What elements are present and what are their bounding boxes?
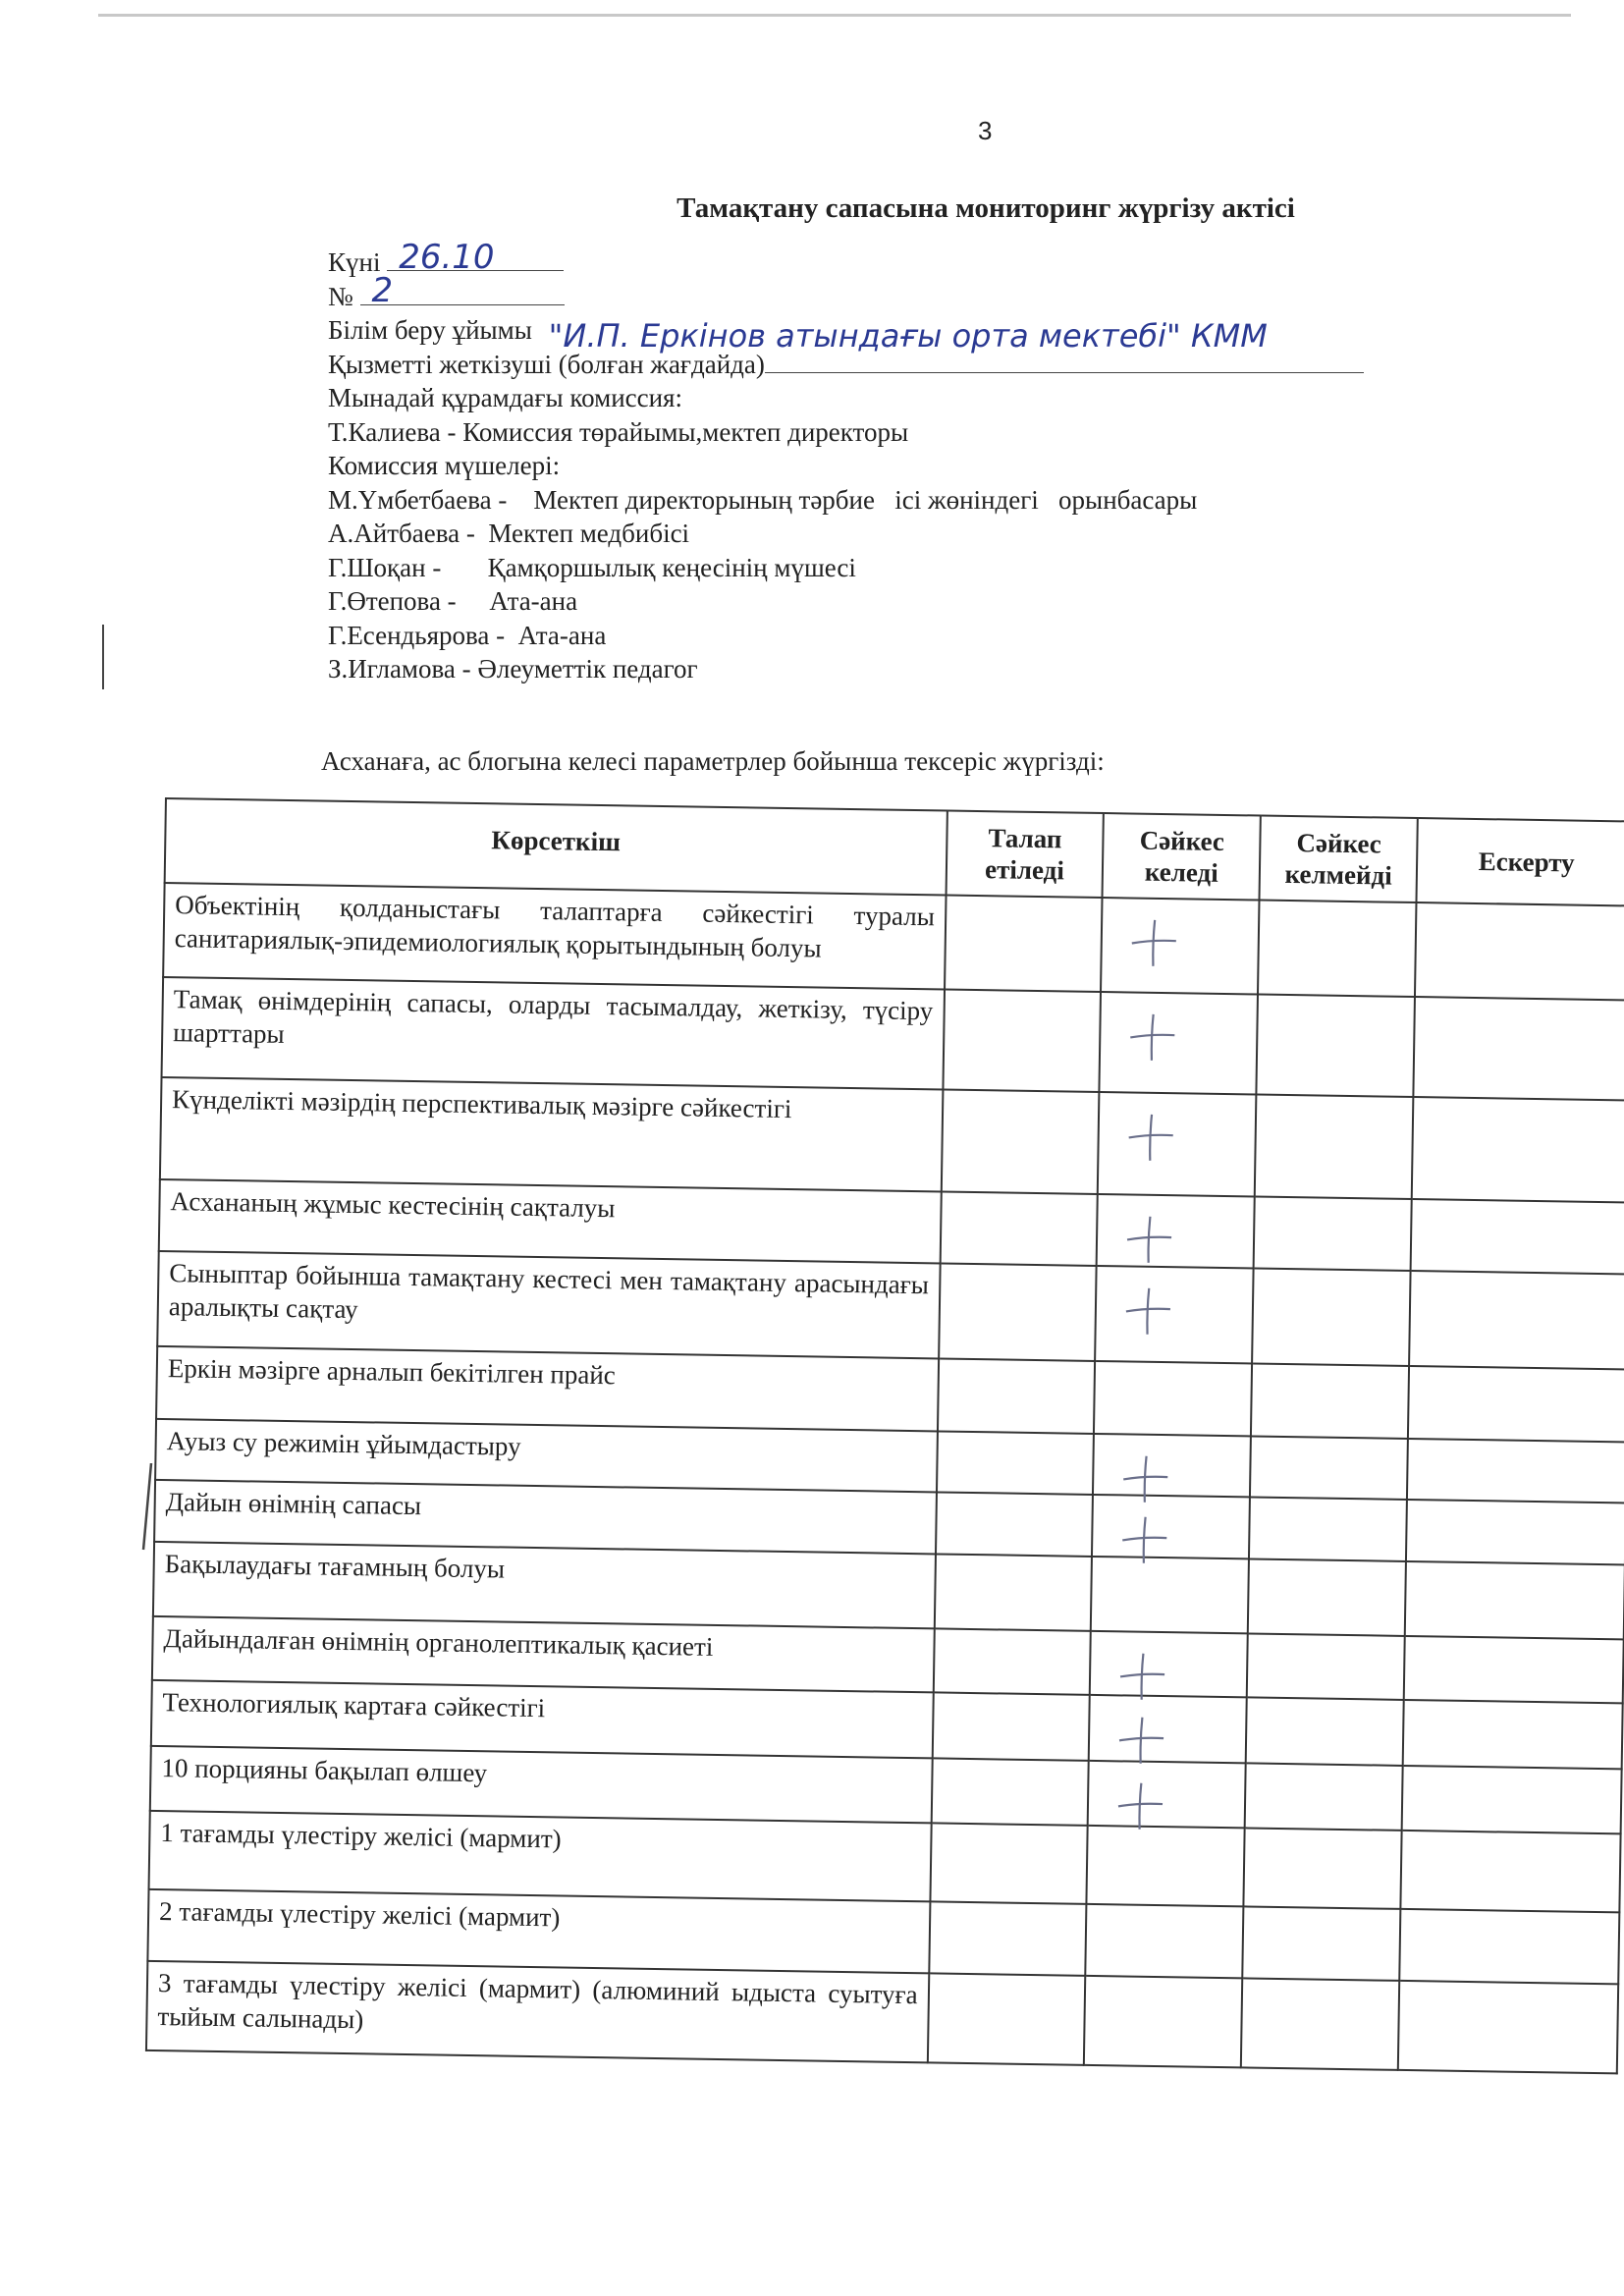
noncompliant-cell xyxy=(1258,901,1416,997)
note-cell xyxy=(1404,1636,1624,1703)
noncompliant-cell xyxy=(1243,1906,1401,1981)
plus-mark-icon xyxy=(1115,1714,1167,1766)
compliant-cell xyxy=(1096,1266,1254,1363)
number-line xyxy=(328,271,1364,314)
header-required: Талап етіледі xyxy=(946,811,1104,898)
date-line xyxy=(328,237,1364,280)
compliant-cell xyxy=(1094,1361,1252,1437)
note-cell xyxy=(1415,902,1624,1000)
header-note: Ескерту xyxy=(1417,818,1624,905)
required-cell xyxy=(936,1492,1094,1557)
inspection-intro: Асханаға, ас блогына келесі параметрлер бойынша тексеріс жүргізді: xyxy=(321,746,1105,776)
compliant-cell xyxy=(1089,1695,1247,1764)
compliant-cell xyxy=(1086,1904,1244,1979)
required-cell xyxy=(933,1628,1091,1695)
supplier-field xyxy=(765,349,1364,373)
required-cell xyxy=(934,1554,1092,1631)
note-cell xyxy=(1406,1500,1624,1564)
noncompliant-cell xyxy=(1251,1363,1409,1439)
plus-mark-icon xyxy=(1116,1650,1168,1702)
noncompliant-cell xyxy=(1255,1094,1414,1198)
noncompliant-cell xyxy=(1248,1558,1406,1636)
compliant-cell xyxy=(1084,1976,1242,2067)
required-cell xyxy=(930,1823,1088,1904)
required-cell xyxy=(940,1191,1098,1266)
header-fields xyxy=(328,237,1364,686)
note-cell xyxy=(1414,997,1624,1100)
commission-label: Мынадай құрамдағы комиссия: xyxy=(328,383,682,412)
noncompliant-cell xyxy=(1249,1497,1407,1561)
required-cell xyxy=(945,896,1103,992)
plus-mark-icon xyxy=(1123,1213,1175,1265)
compliant-cell xyxy=(1090,1631,1248,1698)
header-compliant: Сәйкес келеді xyxy=(1103,813,1261,901)
note-cell xyxy=(1409,1271,1624,1369)
required-cell xyxy=(941,1089,1099,1193)
required-cell xyxy=(943,989,1101,1091)
criterion-cell: Дайын өнімнің сапасы xyxy=(154,1480,937,1554)
required-cell xyxy=(929,1901,1087,1976)
inspection-table xyxy=(145,797,1624,2074)
supplier-label: Қызметті жеткізуші (болған жағдайда) xyxy=(328,349,765,379)
compliant-cell xyxy=(1091,1557,1249,1634)
org-line xyxy=(328,313,1364,355)
criterion-cell: Технологиялық картаға сәйкестігі xyxy=(151,1680,934,1758)
criterion-cell: 10 порцияны бақылап өлшеу xyxy=(150,1746,933,1823)
criterion-cell: Асхананың жұмыс кестесінің сақталуы xyxy=(159,1179,942,1263)
criterion-cell: Объектінің қолданыстағы талаптарға сәйкестігі туралы санитариялық-эпидемиологиялық қорытындының болуы xyxy=(163,883,946,989)
required-cell xyxy=(931,1758,1089,1826)
criterion-cell: 3 тағамды үлестіру желісі (мармит) (алюминий ыдыста суытуға тыйым салынады) xyxy=(146,1961,929,2062)
compliant-cell xyxy=(1088,1761,1246,1829)
plus-mark-icon xyxy=(1128,916,1180,968)
note-cell xyxy=(1399,1909,1619,1984)
page-number: 3 xyxy=(978,116,993,145)
note-cell xyxy=(1398,1981,1618,2073)
header-noncompliant: Сәйкес келмейді xyxy=(1260,816,1418,903)
criterion-cell: Еркін мәзірге арналып бекітілген прайс xyxy=(156,1346,939,1431)
plus-mark-icon xyxy=(1114,1779,1166,1831)
required-cell xyxy=(932,1692,1090,1761)
noncompliant-cell xyxy=(1246,1697,1404,1766)
member-3: Г.Шоқан - Қамқоршылық кеңесінің мүшесі xyxy=(328,552,856,582)
member-5: Г.Есендьярова - Ата-ана xyxy=(328,620,607,650)
note-cell xyxy=(1403,1700,1623,1769)
note-cell xyxy=(1402,1766,1622,1833)
noncompliant-cell xyxy=(1247,1633,1405,1700)
criterion-cell: Бақылаудағы тағамның болуы xyxy=(153,1542,936,1628)
date-label: Күні xyxy=(328,247,381,277)
noncompliant-cell xyxy=(1244,1828,1402,1909)
noncompliant-cell xyxy=(1241,1978,1399,2070)
date-value: 26.10 xyxy=(399,237,495,277)
note-cell xyxy=(1408,1366,1624,1442)
note-cell xyxy=(1412,1097,1624,1202)
note-cell xyxy=(1405,1561,1624,1639)
required-cell xyxy=(937,1431,1095,1495)
number-value: 2 xyxy=(371,271,394,310)
compliant-cell xyxy=(1100,992,1258,1094)
note-cell xyxy=(1407,1439,1624,1503)
compliant-cell xyxy=(1101,898,1259,994)
plus-mark-icon xyxy=(1126,1011,1178,1063)
plus-mark-icon xyxy=(1118,1513,1170,1565)
members-label: Комиссия мүшелері: xyxy=(328,451,561,480)
member-1: М.Үмбетбаева - Мектеп директорының тәрбие ісі жөніндегі орынбасары xyxy=(328,484,1198,515)
criterion-cell: Дайындалған өнімнің органолептикалық қасиеті xyxy=(152,1616,935,1692)
compliant-cell xyxy=(1097,1194,1255,1269)
member-4: Г.Өтепова - Ата-ана xyxy=(328,586,578,616)
number-field xyxy=(360,271,565,310)
commission-chair: Т.Калиева - Комиссия төрайымы,мектеп директоры xyxy=(328,416,909,447)
criterion-cell: Сыныптар бойынша тамақтану кестесі мен тамақтану арасындағы аралықты сақтау xyxy=(157,1251,940,1358)
noncompliant-cell xyxy=(1250,1436,1408,1500)
noncompliant-cell xyxy=(1252,1268,1410,1365)
table-body xyxy=(146,883,1624,2073)
header-criterion: Көрсеткіш xyxy=(165,798,947,895)
note-cell xyxy=(1401,1831,1621,1912)
scan-top-line xyxy=(98,14,1571,17)
noncompliant-cell xyxy=(1254,1196,1412,1271)
supplier-line xyxy=(328,348,1364,382)
required-cell xyxy=(928,1973,1086,2064)
noncompliant-cell xyxy=(1257,995,1415,1097)
plus-mark-icon xyxy=(1122,1285,1174,1337)
criterion-cell: Тамақ өнімдерінің сапасы, оларды тасымалдау, жеткізу, түсіру шарттары xyxy=(162,977,945,1089)
compliant-cell xyxy=(1098,1092,1256,1196)
member-6: З.Игламова - Әлеуметтік педагог xyxy=(328,654,698,683)
margin-mark-1 xyxy=(98,625,108,693)
org-label: Білім беру ұйымы xyxy=(328,315,532,345)
date-field xyxy=(387,237,564,277)
compliant-cell xyxy=(1087,1826,1245,1907)
criterion-cell: 2 тағамды үлестіру желісі (мармит) xyxy=(147,1889,930,1973)
plus-mark-icon xyxy=(1125,1111,1177,1163)
member-2: А.Айтбаева - Мектеп медбибісі xyxy=(328,519,690,548)
criterion-cell: 1 тағамды үлестіру желісі (мармит) xyxy=(149,1811,932,1901)
compliant-cell xyxy=(1092,1495,1250,1559)
criterion-cell: Күнделікті мәзірдің перспективалық мәзірге сәйкестігі xyxy=(160,1077,943,1191)
number-label: № xyxy=(328,281,353,311)
org-value: "И.П. Еркінов атындағы орта мектебі" КММ xyxy=(548,316,1268,355)
criterion-cell: Ауыз су режимін ұйымдастыру xyxy=(155,1419,938,1492)
required-cell xyxy=(938,1358,1096,1434)
noncompliant-cell xyxy=(1245,1763,1403,1831)
compliant-cell xyxy=(1093,1434,1251,1498)
required-cell xyxy=(939,1263,1097,1360)
document-title: Тамақтану сапасына мониторинг жүргізу актісі xyxy=(677,192,1295,224)
note-cell xyxy=(1411,1199,1624,1274)
